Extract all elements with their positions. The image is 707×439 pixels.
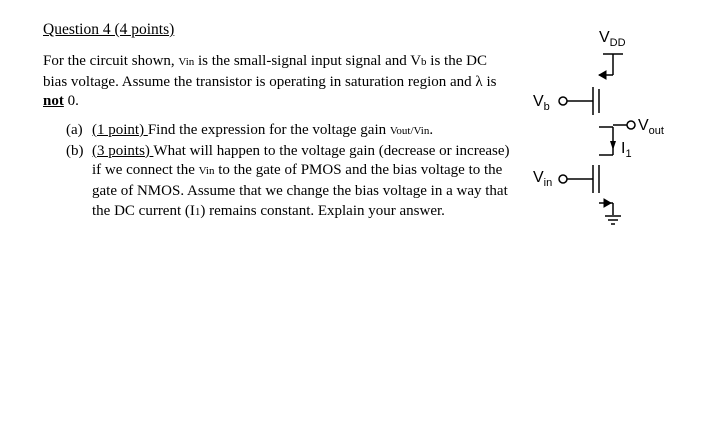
circuit-diagram [500,15,690,230]
part-b-text-3: ) remains constant. Explain your answer. [200,202,445,219]
part-a [66,121,516,142]
part-b [66,142,516,223]
pmos-transistor [593,75,613,155]
part-a-text-2: . [429,122,434,138]
nmos-arrow-icon [604,199,611,207]
vin-label: $V_{in}$ [533,169,553,189]
intro-text-2: is the small-signal input signal and V [194,53,422,69]
intro-text-1: For the circuit shown, [43,53,179,69]
nmos-transistor [593,155,613,215]
vout-label: $V_{out}$ [638,117,664,137]
vdd-label: $V_{DD}$ [599,29,626,49]
part-a-label: (a) [66,122,83,138]
circuit-wires [559,54,635,224]
part-b-vin: Vin [198,165,215,178]
part-a-points: (1 point) [92,122,148,138]
question-title: Question 4 (4 points) [43,21,175,38]
part-a-text-1: Find the expression for the voltage gain [147,122,390,138]
part-b-text-1: What will happen to the voltage gain (decrease or increase) if we connect the [92,142,510,179]
question-intro [43,52,513,112]
intro-vb-sub: b [421,56,427,68]
vout-terminal [627,121,635,129]
vin-terminal [559,175,567,183]
i1-label: $I_1$ [621,140,632,160]
part-b-label: (b) [66,142,84,159]
intro-vin: Vin [178,56,195,68]
intro-text-4: 0. [63,93,79,109]
part-b-i-sub: 1 [194,205,201,218]
part-b-points: (3 points) [92,142,154,159]
vb-terminal [559,97,567,105]
ground-icon [605,216,621,224]
current-arrow-icon [610,141,616,150]
question-parts [66,121,516,223]
vb-label: $V_b$ [533,93,550,113]
part-a-gain: Vout/Vin [389,125,430,137]
part-b-text-2: to the gate of PMOS and the bias voltage to the gate of NMOS. Assume that we change the bias voltage in a way that the DC current (I [92,162,508,219]
intro-not: not [43,93,64,109]
pmos-arrow-icon [599,71,606,79]
intro-text-3: is the DC bias voltage. Assume the transistor is operating in saturation region and λ is [43,53,497,90]
